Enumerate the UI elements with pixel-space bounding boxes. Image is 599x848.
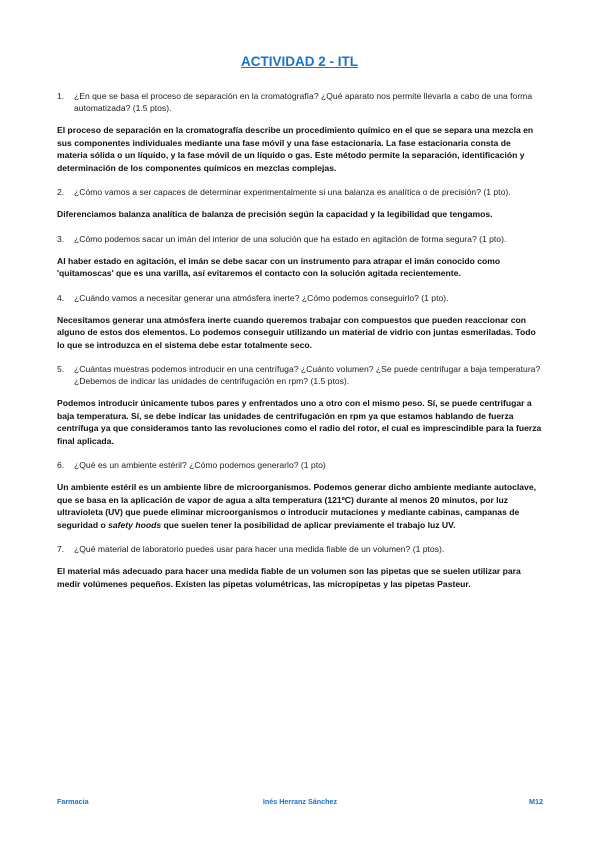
answer-text: Al haber estado en agitación, el imán se debe sacar con un instrumento para atrapar el imán conocido como 'quitamoscas' que es una varilla, así evitaremos el contacto con la solución agitada recientemente. [57,255,501,278]
footer-subject: Farmacia [57,797,89,806]
question-number: 7. [57,544,65,554]
question-6 [57,459,543,471]
answer-text: Necesitamos generar una atmósfera inerte cuando queremos trabajar con compuestos que pueden reaccionar con alguno de estos dos elementos. Lo podemos conseguir utilizando un material de vidrio con juntas esmeriladas. Todo lo que se introduzca en el sistema debe estar totalmente seco. [57,314,536,350]
answer-italic-term: safety hoods [108,519,162,530]
page-footer [57,797,543,809]
question-text: ¿Qué es un ambiente estéril? ¿Cómo podemos generarlo? (1 pto) [74,460,326,470]
answer-text: El material más adecuado para hacer una medida fiable de un volumen son las pipetas que se suelen utilizar para medir volúmenes pequeños. Existen las pipetas volumétricas, las micropipetas y las pipetas Pasteur. [57,566,521,589]
question-1 [57,90,543,114]
question-3 [57,233,543,245]
answer-4 [57,314,543,352]
footer-author: Inés Herranz Sánchez [262,797,338,806]
document-title: ACTIVIDAD 2 - ITL [241,54,358,69]
footer-module: M12 [529,797,543,806]
question-text: ¿Qué material de laboratorio puedes usar para hacer una medida fiable de un volumen? (1 ptos). [74,544,445,554]
answer-1 [57,124,543,174]
answer-text: Un ambiente estéril es un ambiente libre de microorganismos. Podemos generar dicho ambiente mediante autoclave, que se basa en la aplicación de vapor de agua a alta temperatura (121ºC) durante al menos 20 minutos, por luz ultravioleta (UV) que puede eliminar microorganismos o introducir mutaciones y mediante cabinas, campanas de seguridad o [57,482,537,530]
question-text: ¿Cuántas muestras podemos introducir en una centrífuga? ¿Cuánto volumen? ¿Se puede centrifugar a baja temperatura? ¿Debemos de indicar las unidades de centrifugación en rpm? (1.5 ptos). [74,364,541,386]
answer-3 [57,255,543,280]
question-number: 2. [57,187,65,197]
question-text: ¿En que se basa el proceso de separación en la cromatografía? ¿Qué aparato nos permite llevarla a cabo de una forma automatizada? (1.5 ptos). [74,91,533,113]
question-4 [57,292,543,304]
document-body [57,90,543,602]
answer-text: Podemos introducir únicamente tubos pares y enfrentados uno a otro con el mismo peso. Sí, se puede centrifugar a baja temperatura. Sí, se debe indicar las unidades de centrifugación en rpm ya que estamos hablando de fuerza centrífuga ya que consideramos tanto las revoluciones como el radio del rotor, el cual es imprescindible para la fuerza final aplicada. [57,398,542,446]
answer-6 [57,481,543,531]
answer-5 [57,397,543,447]
question-number: 1. [57,91,65,101]
answer-text: Diferenciamos balanza analítica de balanza de precisión según la capacidad y la legibilidad que tengamos. [57,209,493,219]
question-text: ¿Cuándo vamos a necesitar generar una atmósfera inerte? ¿Cómo podemos conseguirlo? (1 pto). [74,292,449,303]
question-5 [57,363,543,387]
question-number: 3. [57,233,65,244]
answer-text-continued: que suelen tener la posibilidad de aplicar previamente el trabajo luz UV. [161,519,456,530]
question-number: 6. [57,460,65,470]
answer-text: El proceso de separación en la cromatografía describe un procedimiento químico en el que se separa una mezcla en sus componentes individuales mediante una fase móvil y una fase estacionaria. La fase estacionaria consta de materia sólida o un líquido, y la fase móvil de un líquido o gas. Este método permite la separación, identificación y determinación de los componentes químicos en mezclas complejas. [57,125,534,173]
question-2 [57,186,543,198]
question-text: ¿Cómo vamos a ser capaces de determinar experimentalmente si una balanza es analítica o de precisión? (1 pto). [74,187,511,197]
question-text: ¿Cómo podemos sacar un imán del interior de una solución que ha estado en agitación de forma segura? (1 pto). [74,233,507,244]
answer-7 [57,565,543,590]
question-number: 4. [57,292,65,303]
answer-2 [57,208,543,221]
question-number: 5. [57,364,65,374]
question-7 [57,543,543,555]
